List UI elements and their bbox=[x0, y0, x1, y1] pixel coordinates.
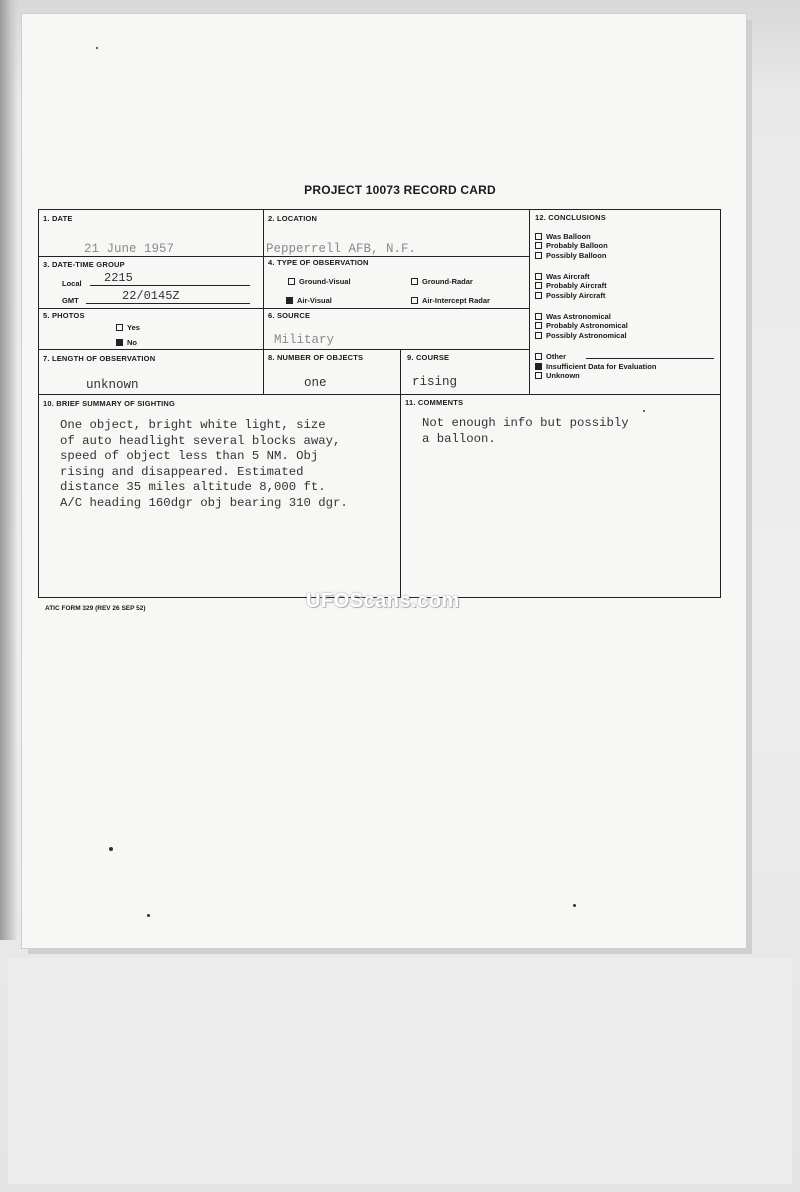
gmt-time-value: 22/0145Z bbox=[122, 289, 180, 303]
conclusion-checkbox[interactable] bbox=[535, 292, 542, 299]
length-of-observation-label: 7. LENGTH OF OBSERVATION bbox=[43, 354, 156, 363]
conclusion-checkbox[interactable] bbox=[535, 363, 542, 370]
conclusions-label: 12. CONCLUSIONS bbox=[535, 213, 606, 222]
conclusion-checkbox[interactable] bbox=[535, 233, 542, 240]
comments-text bbox=[422, 416, 712, 447]
conclusion-checkbox[interactable] bbox=[535, 252, 542, 259]
scan-speck bbox=[573, 904, 576, 907]
ground-visual-option: Ground-Visual bbox=[288, 277, 351, 286]
local-label: Local bbox=[62, 279, 82, 288]
typed-line: One object, bright white light, size bbox=[60, 418, 326, 432]
lower-page bbox=[8, 958, 792, 1184]
conclusion-checkbox[interactable] bbox=[535, 273, 542, 280]
conclusion-label: Possibly Astronomical bbox=[546, 331, 627, 340]
location-label: 2. LOCATION bbox=[268, 214, 318, 223]
length-of-observation-value: unknown bbox=[86, 378, 139, 392]
conclusion-option bbox=[535, 312, 611, 321]
air-visual-checkbox[interactable] bbox=[286, 297, 293, 304]
conclusion-option bbox=[535, 362, 656, 371]
course-value: rising bbox=[412, 375, 458, 389]
conclusion-checkbox[interactable] bbox=[535, 242, 542, 249]
scan-speck bbox=[96, 47, 98, 49]
typed-line: Not enough info but possibly bbox=[422, 416, 629, 430]
date-time-group-label: 3. DATE-TIME GROUP bbox=[43, 260, 125, 269]
grid-line bbox=[38, 349, 529, 350]
ground-radar-option: Ground-Radar bbox=[411, 277, 473, 286]
typed-line: of auto headlight several blocks away, bbox=[60, 433, 341, 448]
comments-label: 11. COMMENTS bbox=[405, 398, 464, 407]
other-underline bbox=[586, 358, 714, 359]
conclusion-label: Probably Aircraft bbox=[546, 281, 607, 290]
course-label: 9. COURSE bbox=[407, 353, 450, 362]
photos-yes-option: Yes bbox=[116, 323, 140, 332]
source-label: 6. SOURCE bbox=[268, 311, 311, 320]
ground-visual-checkbox[interactable] bbox=[288, 278, 295, 285]
grid-line bbox=[263, 209, 264, 394]
grid-line bbox=[38, 308, 529, 309]
air-intercept-radar-checkbox[interactable] bbox=[411, 297, 418, 304]
conclusion-label: Other bbox=[546, 352, 567, 361]
typed-line: rising and disappeared. Estimated bbox=[60, 464, 304, 479]
conclusion-label: Probably Balloon bbox=[546, 241, 608, 250]
conclusion-label: Was Balloon bbox=[546, 232, 591, 241]
local-time-value: 2215 bbox=[104, 271, 133, 285]
location-value: Pepperrell AFB, N.F. bbox=[266, 242, 417, 256]
conclusion-checkbox[interactable] bbox=[535, 282, 542, 289]
conclusion-option bbox=[535, 272, 590, 281]
scan-speck bbox=[147, 914, 150, 917]
conclusion-option bbox=[535, 291, 605, 300]
conclusion-option bbox=[535, 281, 607, 290]
conclusion-option bbox=[535, 251, 606, 260]
scan-edge-shadow bbox=[0, 0, 18, 940]
conclusion-label: Probably Astronomical bbox=[546, 321, 628, 330]
photos-yes-checkbox[interactable] bbox=[116, 324, 123, 331]
grid-line bbox=[38, 394, 721, 395]
conclusion-option bbox=[535, 232, 591, 241]
ground-radar-checkbox[interactable] bbox=[411, 278, 418, 285]
conclusion-checkbox[interactable] bbox=[535, 353, 542, 360]
brief-summary-label: 10. BRIEF SUMMARY OF SIGHTING bbox=[43, 399, 176, 408]
conclusion-option bbox=[535, 371, 580, 380]
conclusion-checkbox[interactable] bbox=[535, 322, 542, 329]
conclusion-label: Was Aircraft bbox=[546, 272, 590, 281]
typed-line: speed of object less than 5 NM. Obj bbox=[60, 449, 319, 463]
conclusion-option bbox=[535, 352, 566, 361]
photos-no-option: No bbox=[116, 338, 137, 347]
watermark: UFOScans.com bbox=[306, 590, 460, 612]
form-identifier: ATIC FORM 329 (REV 26 SEP 52) bbox=[45, 605, 146, 612]
date-value: 21 June 1957 bbox=[84, 242, 175, 256]
source-value: Military bbox=[274, 333, 335, 347]
photos-no-checkbox[interactable] bbox=[116, 339, 123, 346]
air-intercept-radar-option: Air-Intercept Radar bbox=[411, 296, 490, 305]
card-title: PROJECT 10073 RECORD CARD bbox=[304, 183, 496, 197]
photos-label: 5. PHOTOS bbox=[43, 311, 85, 320]
air-visual-option: Air-Visual bbox=[286, 296, 332, 305]
type-of-observation-label: 4. TYPE OF OBSERVATION bbox=[268, 258, 369, 267]
number-of-objects-value: one bbox=[304, 376, 327, 390]
conclusion-label: Insufficient Data for Evaluation bbox=[546, 362, 657, 371]
typed-line: A/C heading 160dgr obj bearing 310 dgr. bbox=[60, 495, 348, 510]
conclusion-label: Was Astronomical bbox=[546, 312, 611, 321]
local-time-underline bbox=[90, 285, 250, 286]
conclusion-option bbox=[535, 241, 608, 250]
date-label: 1. DATE bbox=[43, 214, 73, 223]
scan-speck bbox=[643, 410, 645, 412]
grid-line bbox=[529, 209, 530, 394]
number-of-objects-label: 8. NUMBER OF OBJECTS bbox=[268, 353, 364, 362]
gmt-time-underline bbox=[86, 303, 250, 304]
brief-summary-text bbox=[60, 418, 420, 511]
conclusion-checkbox[interactable] bbox=[535, 332, 542, 339]
grid-line bbox=[38, 256, 529, 257]
gmt-label: GMT bbox=[62, 296, 79, 305]
conclusion-option bbox=[535, 331, 627, 340]
conclusion-label: Possibly Balloon bbox=[546, 251, 607, 260]
typed-line: distance 35 miles altitude 8,000 ft. bbox=[60, 480, 326, 494]
scan-speck bbox=[109, 847, 113, 851]
typed-line: a balloon. bbox=[422, 431, 496, 446]
conclusion-checkbox[interactable] bbox=[535, 372, 542, 379]
conclusion-label: Unknown bbox=[546, 371, 580, 380]
conclusion-checkbox[interactable] bbox=[535, 313, 542, 320]
conclusion-label: Possibly Aircraft bbox=[546, 291, 606, 300]
conclusion-option bbox=[535, 321, 628, 330]
